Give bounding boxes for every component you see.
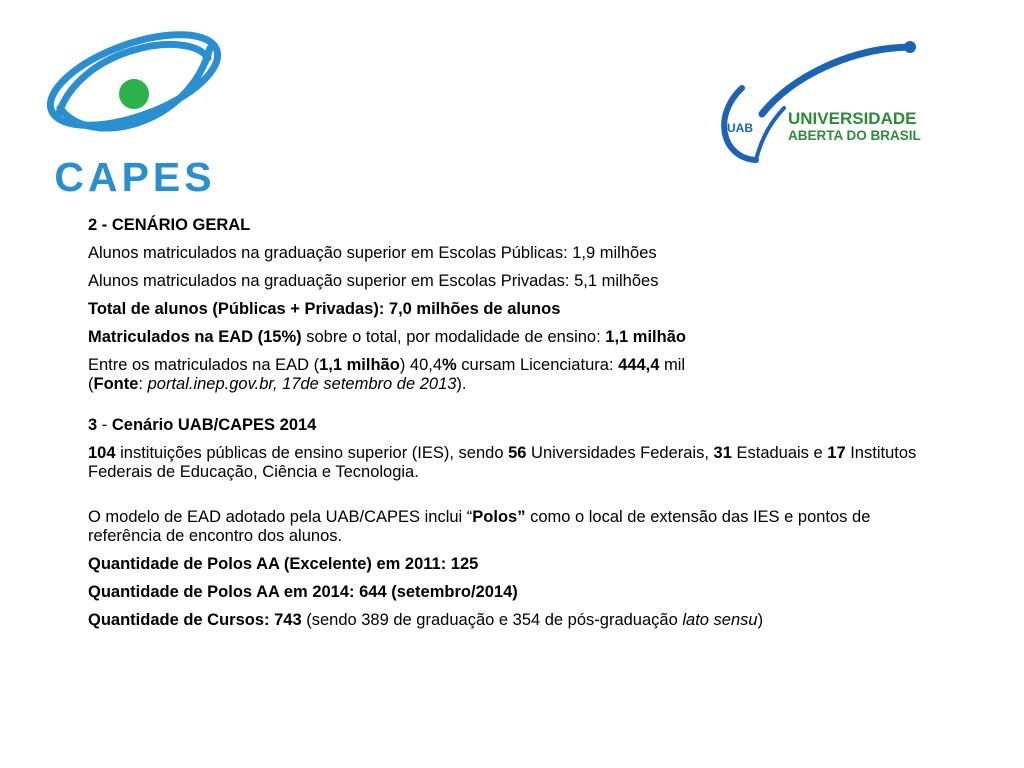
polos-2011: Quantidade de Polos AA (Excelente) em 2011: 125 xyxy=(88,555,479,573)
ead-enrollment: Matriculados na EAD (15%) sobre o total, por modalidade de ensino: 1,1 milhão xyxy=(88,328,686,346)
uab-line2: ABERTA DO BRASIL xyxy=(788,128,921,143)
private-enrollment: Alunos matriculados na graduação superior em Escolas Privadas: 5,1 milhões xyxy=(88,272,659,290)
source-citation: (Fonte: portal.inep.gov.br, 17de setembro de 2013). xyxy=(88,375,467,393)
uab-dot-icon xyxy=(904,41,916,53)
public-enrollment: Alunos matriculados na graduação superior em Escolas Públicas: 1,9 milhões xyxy=(88,244,657,262)
institutions-line: 104 instituições públicas de ensino superior (IES), sendo 56 Universidades Federais, 31 Estaduais e 17 Institutos Federais de Educação, Ciência e Tecnologia. xyxy=(88,444,917,481)
polos-2014: Quantidade de Polos AA em 2014: 644 (setembro/2014) xyxy=(88,583,518,601)
total-enrollment: Total de alunos (Públicas + Privadas): 7,0 milhões de alunos xyxy=(88,300,561,318)
uab-line1: UNIVERSIDADE xyxy=(788,109,917,128)
capes-dot-icon xyxy=(119,79,149,109)
uab-swoosh-icon xyxy=(724,47,910,160)
capes-wordmark: CAPES xyxy=(54,154,216,196)
uab-logo xyxy=(712,36,952,166)
uab-abbr: UAB xyxy=(727,121,753,135)
capes-logo xyxy=(38,18,233,196)
licenciatura-line: Entre os matriculados na EAD (1,1 milhão) 40,4% cursam Licenciatura: 444,4 mil xyxy=(88,356,686,374)
section2-heading: 3 - Cenário UAB/CAPES 2014 xyxy=(88,416,317,434)
cursos-line: Quantidade de Cursos: 743 (sendo 389 de graduação e 354 de pós-graduação lato sensu) xyxy=(88,611,764,629)
section1-heading: 2 - CENÁRIO GERAL xyxy=(88,216,251,234)
slide-content xyxy=(88,216,948,630)
ead-model-line: O modelo de EAD adotado pela UAB/CAPES inclui “Polos” como o local de extensão das IES e pontos de referência de encontro dos alunos. xyxy=(88,508,871,545)
